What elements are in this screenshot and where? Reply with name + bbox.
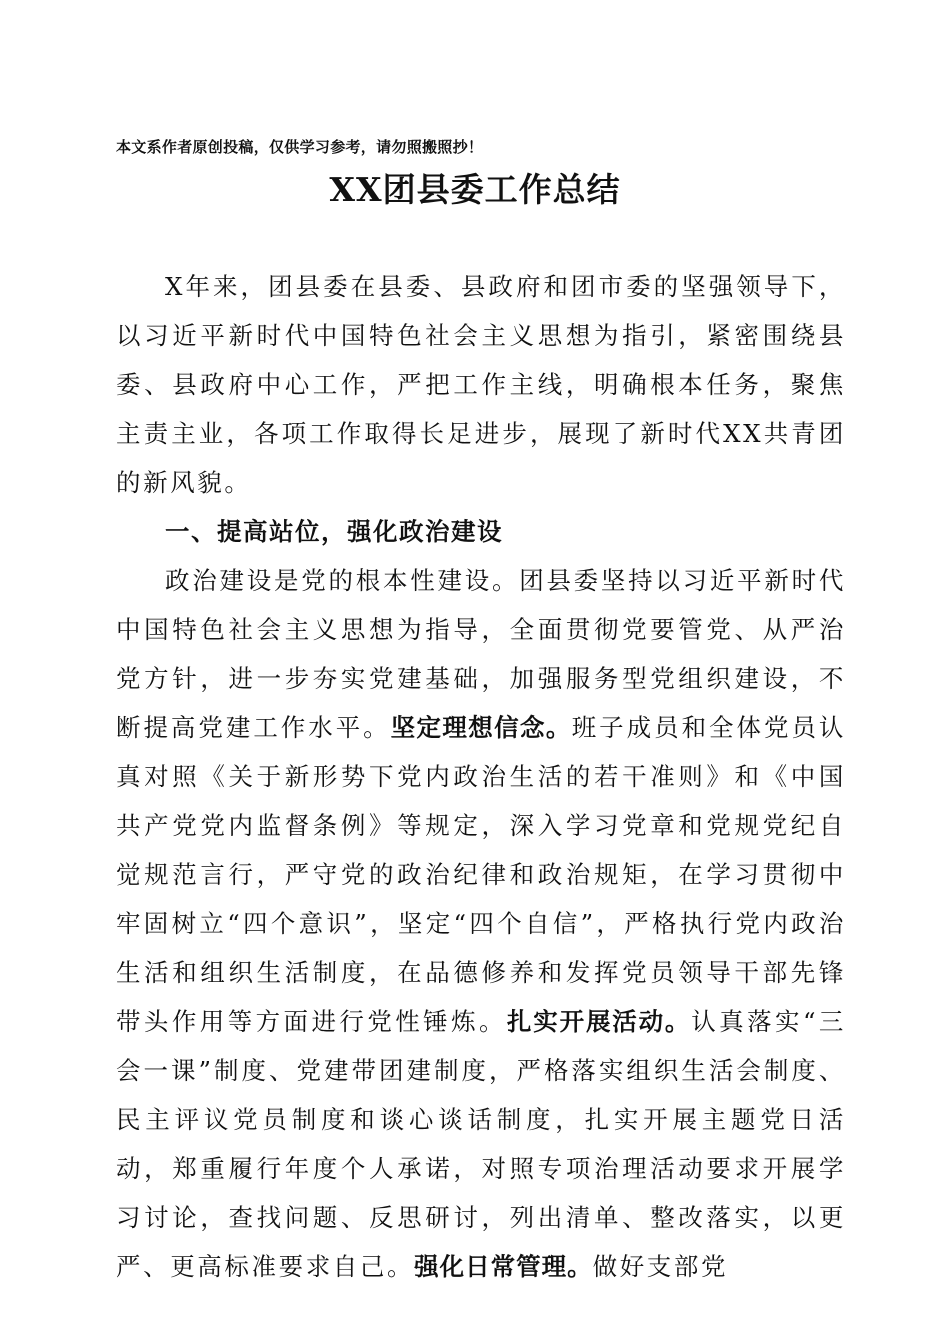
intro-paragraph: X年来，团县委在县委、县政府和团市委的坚强领导下，以习近平新时代中国特色社会主义思想为指引，紧密围绕县委、县政府中心工作，严把工作主线，明确根本任务，聚焦主责主业，各项工作取得长足进步，展现了新时代XX共青团的新风貌。 <box>116 272 846 497</box>
bold-lead-in: 坚定理想信念。 <box>390 713 572 742</box>
paragraph-text: 班子成员和全体党员认真对照《关于新形势下党内政治生活的若干准则》和《中国共产党党内监督条例》等规定，深入学习党章和党规党纪自觉规范言行，严守党的政治纪律和政治规矩，在学习贯彻中牢固树立“四个意识”，坚定“四个自信”，严格执行党内政治生活和组织生活制度，在品德修养和发挥党员领导干部先锋带头作用等方面进行党性锤炼。 <box>116 713 847 1036</box>
body-paragraph <box>116 556 846 1291</box>
copyright-notice: 本文系作者原创投稿，仅供学习参考，请勿照搬照抄！ <box>116 138 484 156</box>
bold-lead-in: 强化日常管理。 <box>414 1252 593 1281</box>
paragraph-text: 认真落实“三会一课”制度、党建带团建制度，严格落实组织生活会制度、民主评议党员制度和谈心谈话制度，扎实开展主题党日活动，郑重履行年度个人承诺，对照专项治理活动要求开展学习讨论，查找问题、反思研讨，列出清单、整改落实，以更严、更高标准要求自己。 <box>116 1007 847 1281</box>
section-heading: 一、提高站位，强化政治建设 <box>165 517 503 546</box>
document-title: XX团县委工作总结 <box>329 170 621 209</box>
paragraph-text: 做好支部党 <box>592 1252 729 1281</box>
document-body <box>116 262 846 1291</box>
bold-lead-in: 扎实开展活动。 <box>506 1007 692 1036</box>
paragraph-text: 政治建设是党的根本性建设。团县委坚持以习近平新时代中国特色社会主义思想为指导，全面贯彻党要管党、从严治党方针，进一步夯实党建基础，加强服务型党组织建设，不断提高党建工作水平。 <box>116 566 846 742</box>
